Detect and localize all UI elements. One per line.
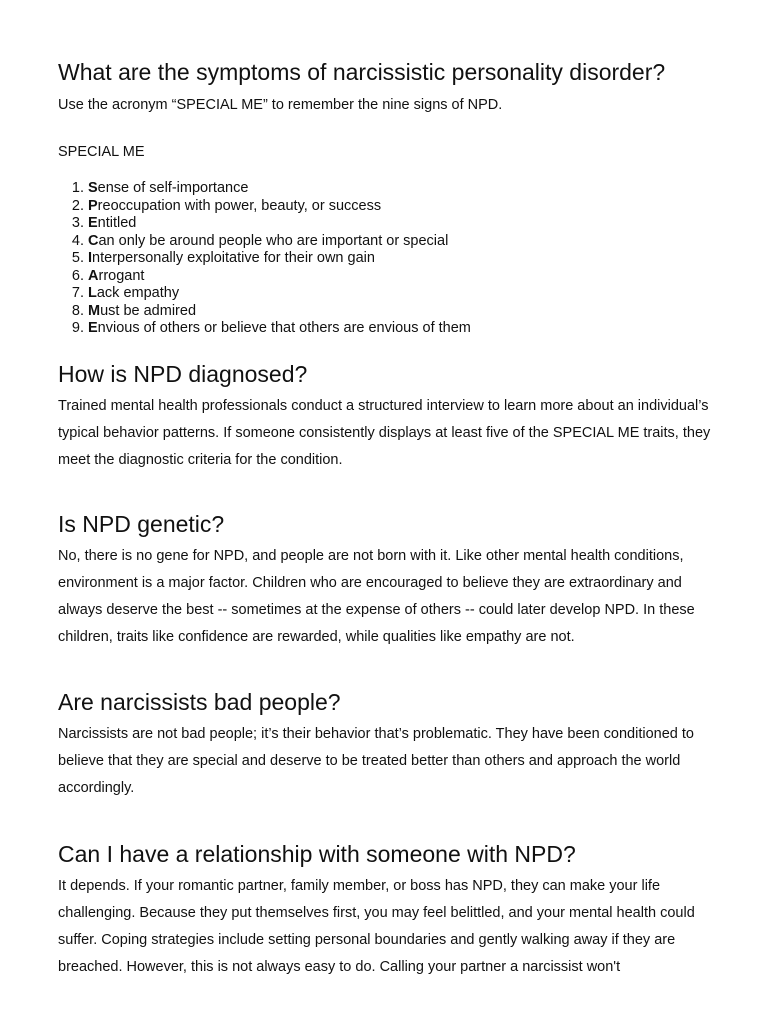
sign-text: ack empathy	[96, 285, 180, 301]
list-item	[88, 215, 471, 233]
sign-letter: I	[88, 250, 93, 266]
list-item	[88, 250, 471, 268]
sign-text: ust be admired	[100, 302, 197, 319]
sign-letter: P	[88, 197, 98, 214]
list-item	[88, 180, 471, 198]
list-item	[88, 268, 471, 286]
diagnosis-paragraph: Trained mental health professionals conduct a structured interview to learn more about an individual’s typical behavior patterns. If someone consistently displays at least five of the SPECIAL ME traits, they meet the diagnostic criteria for the condition.	[58, 398, 711, 468]
sign-text: ntitled	[97, 215, 137, 231]
acronym-label: SPECIAL ME	[58, 144, 145, 160]
sign-letter: S	[88, 180, 98, 196]
sign-text: nterpersonally exploitative for their own gain	[92, 250, 375, 266]
heading-diagnosis: How is NPD diagnosed?	[58, 361, 308, 387]
sign-letter: M	[88, 302, 101, 319]
sign-letter: L	[88, 285, 97, 301]
symptoms-intro: Use the acronym “SPECIAL ME” to remember the nine signs of NPD.	[58, 97, 503, 113]
sign-text: nvious of others or believe that others are envious of them	[97, 320, 471, 336]
heading-relationship: Can I have a relationship with someone with NPD?	[58, 841, 576, 867]
sign-text: rrogant	[98, 267, 145, 284]
bad-people-paragraph: Narcissists are not bad people; it’s their behavior that’s problematic. They have been conditioned to believe that they are special and deserve to be treated better than others and approach the world accordingly.	[58, 726, 694, 796]
heading-symptoms: What are the symptoms of narcissistic personality disorder?	[58, 59, 666, 85]
list-item	[88, 303, 471, 321]
sign-letter: A	[88, 267, 99, 284]
relationship-paragraph: It depends. If your romantic partner, family member, or boss has NPD, they can make your life challenging. Because they put themselves first, you may feel belittled, and your mental health could suffer. Coping strategies include setting personal boundaries and gently walking away if they are breached. However, this is not always easy to do. Calling your partner a narcissist won't	[58, 878, 695, 975]
heading-genetic: Is NPD genetic?	[58, 511, 225, 537]
sign-text: reoccupation with power, beauty, or success	[97, 197, 382, 214]
list-item	[88, 285, 471, 303]
list-item	[88, 233, 471, 251]
list-item	[88, 198, 471, 216]
sign-text: ense of self-importance	[97, 180, 249, 196]
heading-bad-people: Are narcissists bad people?	[58, 689, 341, 715]
signs-list	[58, 180, 471, 338]
list-item	[88, 320, 471, 338]
sign-letter: C	[88, 232, 99, 249]
sign-letter: E	[88, 320, 98, 336]
sign-letter: E	[88, 215, 98, 231]
sign-text: an only be around people who are important or special	[98, 232, 449, 249]
genetic-paragraph: No, there is no gene for NPD, and people are not born with it. Like other mental health conditions, environment is a major factor. Children who are encouraged to believe they are extraordinary and always deserve the best -- sometimes at the expense of others -- could later develop NPD. In these children, traits like confidence are rewarded, while qualities like empathy are not.	[58, 548, 695, 645]
